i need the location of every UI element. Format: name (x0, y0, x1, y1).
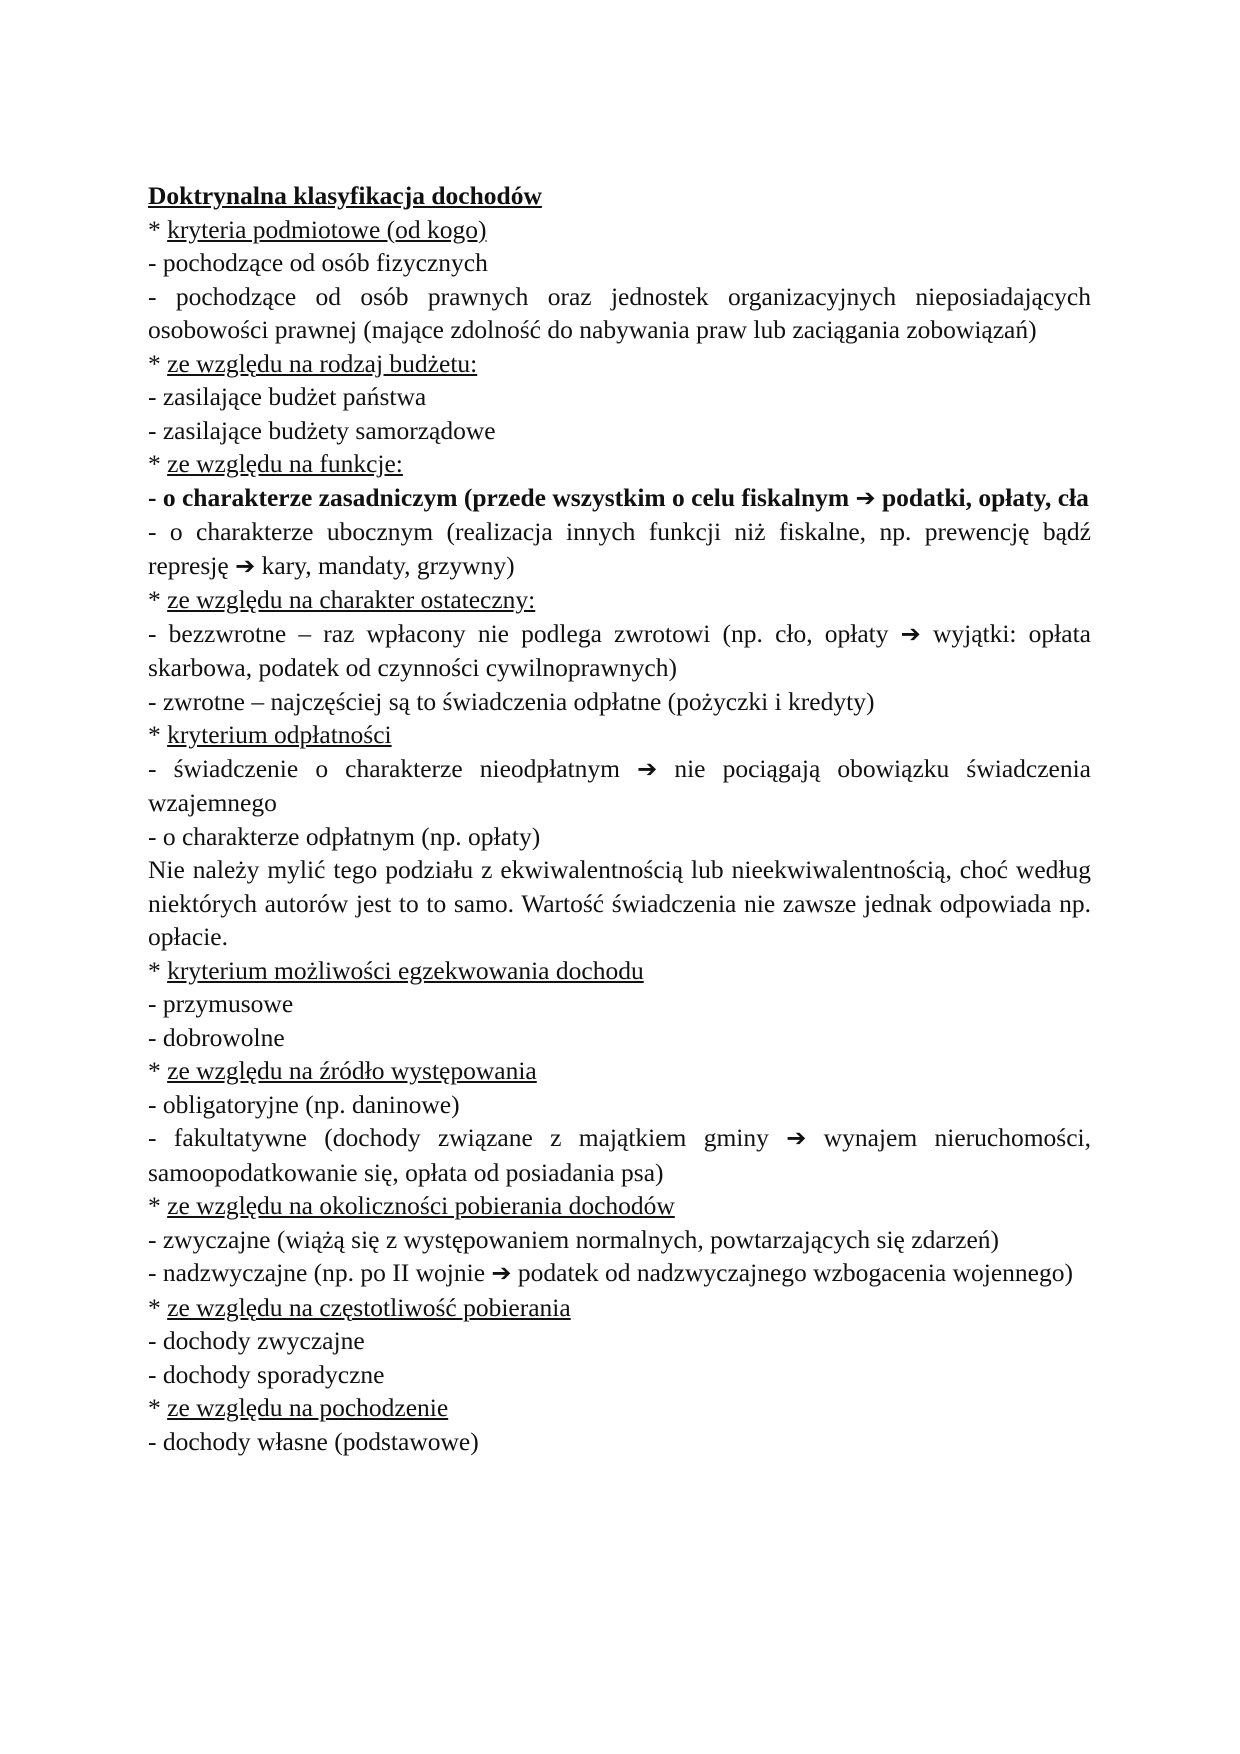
section-heading-subject (148, 213, 1091, 247)
list-item: - zasilające budżet państwa (148, 382, 427, 411)
bullet-star: * (148, 348, 168, 378)
list-item (148, 515, 1098, 583)
item-text: podatki, opłaty, cła (875, 482, 1089, 512)
item-text: nie pociągają obowiązku świadczenia wzajemnego (148, 753, 1098, 817)
item-text: wynajem nieruchomości, samoopodatkowanie się, opłata od posiadania psa) (148, 1123, 1098, 1187)
heading-text: ze względu na okoliczności pobierania dochodów (167, 1191, 675, 1220)
section-heading-functions (148, 447, 1091, 481)
list-item (148, 617, 1098, 685)
note-paragraph: Nie należy mylić tego podziału z ekwiwalentnością lub nieekwiwalentnością, choć według niektórych autorów jest to to samo. Wartość świadczenia nie zawsze jednak odpowiada np. opłacie. (148, 855, 1098, 951)
list-item: - obligatoryjne (np. daninowe) (148, 1089, 460, 1119)
section-heading-circumstances (148, 1189, 1091, 1223)
item-text: podatek od nadzwyczajnego wzbogacenia wojennego) (511, 1258, 1073, 1287)
bullet-star: * (148, 1292, 168, 1322)
arrow-icon: ➔ (235, 551, 256, 580)
section-heading-source (148, 1054, 1091, 1088)
list-item: - o charakterze odpłatnym (np. opłaty) (148, 821, 541, 851)
heading-text: ze względu na częstotliwość pobierania (167, 1292, 571, 1322)
list-item: - zwyczajne (wiążą się z występowaniem normalnych, powtarzających się zdarzeń) (148, 1224, 1000, 1254)
list-item (148, 752, 1098, 820)
heading-text: ze względu na funkcje: (167, 449, 403, 478)
arrow-icon: ➔ (786, 1124, 807, 1152)
list-item (148, 1256, 1091, 1291)
section-heading-frequency (148, 1291, 1091, 1325)
bullet-star: * (148, 955, 168, 985)
list-item (148, 481, 1091, 516)
section-heading-origin (148, 1391, 1091, 1425)
list-item: - dobrowolne (148, 1022, 285, 1052)
section-heading-budget (148, 347, 1091, 381)
item-text: - o charakterze zasadniczym (przede wszystkim o celu fiskalnym (148, 482, 856, 512)
bullet-star: * (148, 1191, 168, 1220)
list-item: - dochody własne (podstawowe) (148, 1426, 479, 1456)
list-item (148, 1121, 1098, 1189)
item-text: - fakultatywne (dochody związane z majątkiem gminy (148, 1123, 787, 1152)
item-text: - bezzwrotne – raz wpłacony nie podlega zwrotowi (np. cło, opłaty (148, 618, 901, 648)
heading-text: ze względu na charakter ostateczny: (167, 585, 536, 614)
bullet-star: * (148, 1393, 168, 1422)
list-item: - zasilające budżety samorządowe (148, 415, 496, 445)
bullet-star: * (148, 214, 168, 244)
heading-text: kryterium możliwości egzekwowania dochodu (167, 955, 644, 985)
list-item: - pochodzące od osób fizycznych (148, 248, 488, 277)
heading-text: ze względu na pochodzenie (167, 1393, 449, 1422)
item-text: - nadzwyczajne (np. po II wojnie (148, 1258, 492, 1287)
item-text: wyjątki: opłata skarbowa, podatek od czynności cywilnoprawnych) (148, 618, 1098, 682)
bullet-star: * (148, 720, 168, 749)
list-item: - zwrotne – najczęściej są to świadczenia odpłatne (pożyczki i kredyty) (148, 686, 875, 716)
section-heading-enforcement (148, 954, 1091, 988)
list-item: - dochody zwyczajne (148, 1326, 365, 1355)
heading-text: ze względu na rodzaj budżetu: (167, 348, 478, 378)
bullet-star: * (148, 449, 168, 478)
heading-text: kryteria podmiotowe (od kogo) (167, 214, 487, 244)
section-heading-final-character (148, 583, 1091, 617)
arrow-icon: ➔ (491, 1259, 512, 1287)
list-item: - pochodzące od osób prawnych oraz jednostek organizacyjnych nieposiadających osobowości prawnej (mające zdolność do nabywania praw lub zaciągania zobowiązań) (148, 281, 1098, 344)
section-heading-payment (148, 718, 1091, 752)
heading-text: ze względu na źródło występowania (167, 1056, 537, 1085)
document-title: Doktrynalna klasyfikacja dochodów (148, 181, 542, 210)
list-item: - przymusowe (148, 989, 294, 1018)
bullet-star: * (148, 1056, 168, 1085)
arrow-icon: ➔ (900, 619, 921, 648)
item-text: kary, mandaty, grzywny) (255, 550, 515, 580)
arrow-icon: ➔ (855, 483, 876, 512)
arrow-icon: ➔ (637, 754, 658, 783)
heading-text: kryterium odpłatności (167, 720, 392, 749)
item-text: - świadczenie o charakterze nieodpłatnym (148, 753, 638, 783)
item-text: - o charakterze ubocznym (realizacja innych funkcji niż fiskalne, np. prewencję bądź represję (148, 517, 1098, 580)
bullet-star: * (148, 585, 168, 614)
list-item: - dochody sporadyczne (148, 1359, 385, 1389)
document-page (148, 179, 1098, 1458)
